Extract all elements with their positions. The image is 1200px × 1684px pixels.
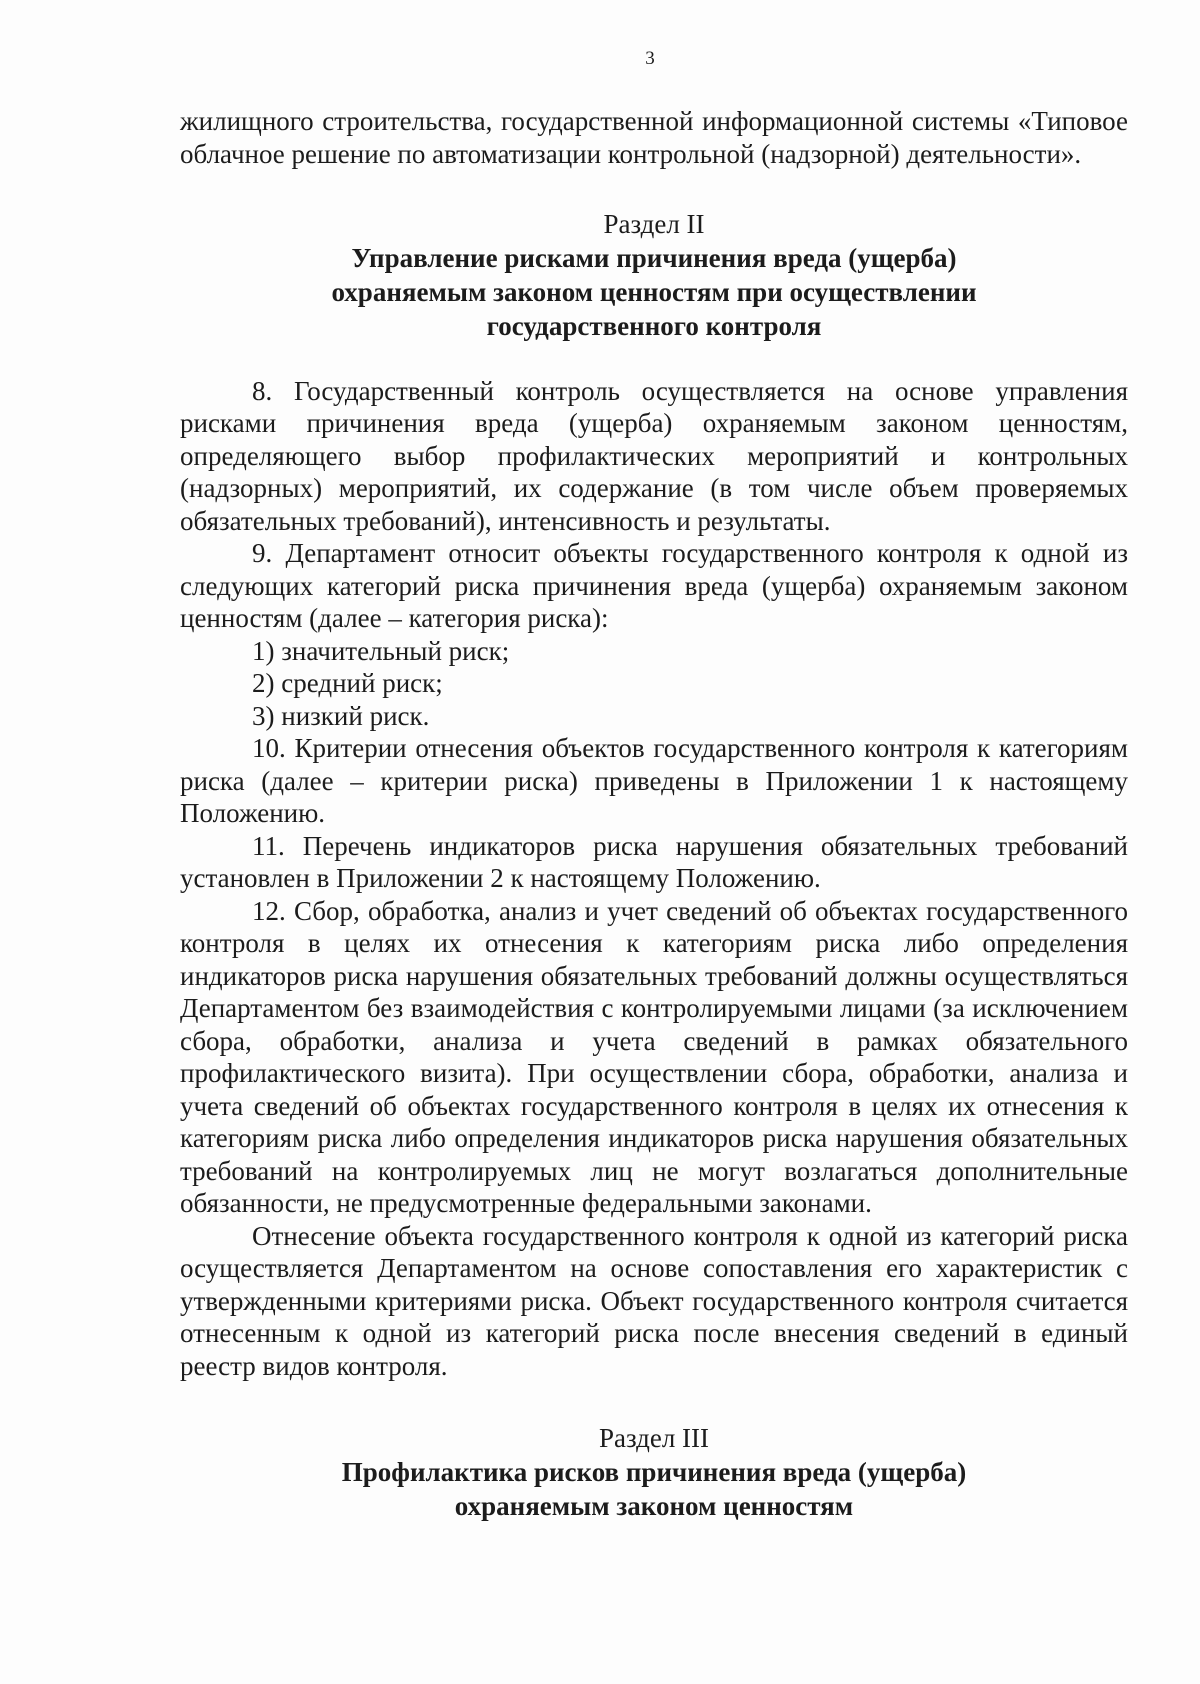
paragraph-12-continuation: Отнесение объекта государственного контроля к одной из категорий риска осуществляется Департаментом на основе сопоставления его характеристик с утвержденными критериями риска. Объект государственного контроля считается отнесенным к одной из категорий риска после внесения сведений в единый реестр видов контроля.	[180, 1220, 1128, 1381]
paragraph-9: 9. Департамент относит объекты государственного контроля к одной из следующих категорий риска причинения вреда (ущерба) охраняемым законом ценностям (далее – категория риска):	[180, 538, 1128, 633]
section-3-title-line-2: охраняемым законом ценностям	[454, 1490, 854, 1521]
page-number: 3	[645, 48, 655, 69]
section-2-label: Раздел II	[603, 209, 705, 239]
risk-category-item: 1) значительный риск;	[252, 635, 510, 666]
intro-paragraph: жилищного строительства, государственной информационной системы «Типовое облачное решение по автоматизации контрольной (надзорной) деятельности».	[180, 106, 1128, 169]
risk-category-item: 3) низкий риск.	[252, 700, 430, 731]
document-body	[180, 105, 1128, 1523]
paragraph-10: 10. Критерии отнесения объектов государственного контроля к категориям риска (далее – критерии риска) приведены в Приложении 1 к настоящему Положению.	[180, 733, 1128, 828]
risk-category-item: 2) средний риск;	[252, 668, 443, 698]
section-3-label: Раздел III	[598, 1423, 710, 1453]
section-2-title-line-3: государственного контроля	[486, 310, 822, 341]
section-2-heading	[180, 208, 1128, 343]
section-3-title-line-1: Профилактика рисков причинения вреда (ущерба)	[341, 1456, 967, 1487]
paragraph-11: 11. Перечень индикаторов риска нарушения обязательных требований установлен в Приложении 2 к настоящему Положению.	[180, 830, 1128, 893]
paragraph-12: 12. Сбор, обработка, анализ и учет сведений об объектах государственного контроля в целях их отнесения к категориям риска либо определения индикаторов риска нарушения обязательных требований должны осуществляться Департаментом без взаимодействия с контролируемыми лицами (за исключением сбора, обработки, анализа и учета сведений в рамках обязательного профилактического визита). При осуществлении сбора, обработки, анализа и учета сведений об объектах государственного контроля в целях их отнесения к категориям риска либо определения индикаторов риска нарушения обязательных требований на контролируемых лиц не могут возлагаться дополнительные обязанности, не предусмотренные федеральными законами.	[180, 895, 1128, 1218]
paragraph-8: 8. Государственный контроль осуществляется на основе управления рисками причинения вреда (ущерба) охраняемым законом ценностям, определяющего выбор профилактических мероприятий и контрольных (надзорных) мероприятий, их содержание (в том числе объем проверяемых обязательных требований), интенсивность и результаты.	[180, 375, 1128, 536]
section-2-title-line-2: охраняемым законом ценностям при осуществлении	[331, 276, 977, 307]
section-2-title-line-1: Управление рисками причинения вреда (ущерба)	[351, 242, 957, 273]
section-3-heading	[180, 1422, 1128, 1523]
